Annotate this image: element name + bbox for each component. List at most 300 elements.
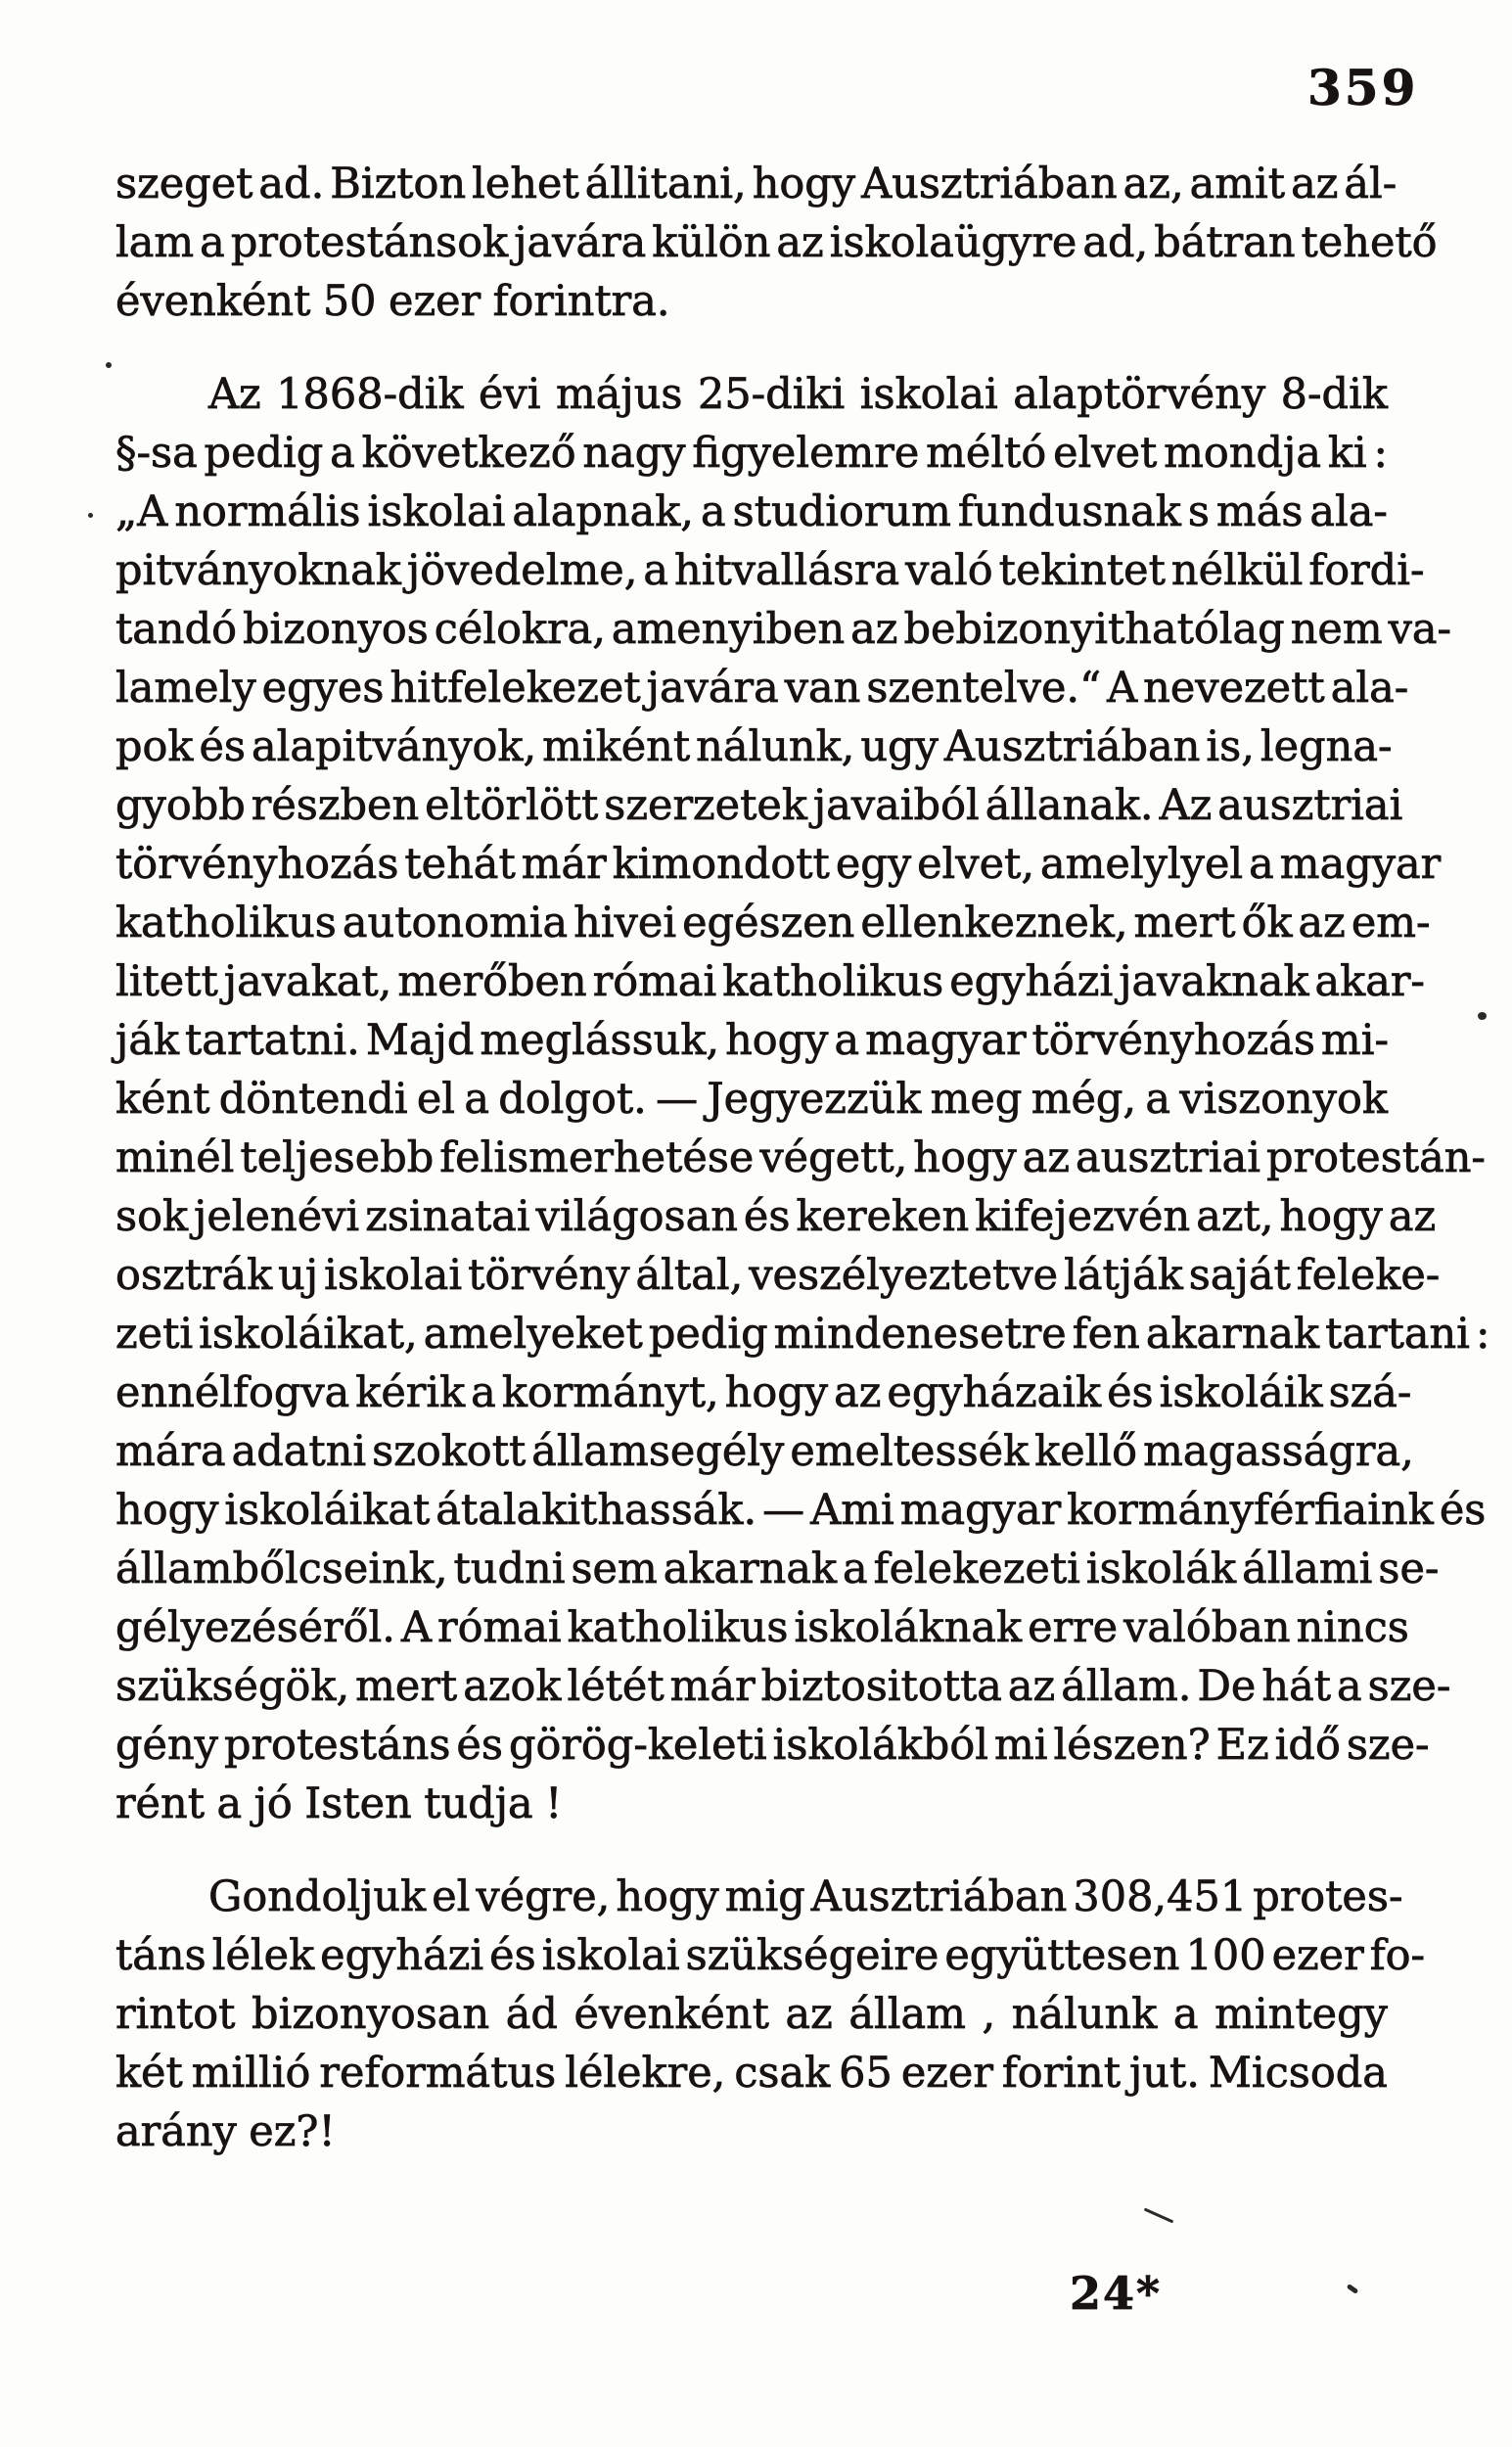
word: gélyezéséről. (115, 1603, 395, 1652)
word: pitványoknak (115, 546, 401, 595)
word: a (643, 546, 669, 595)
word: iskoláik (1159, 1368, 1323, 1417)
word: szokott (372, 1427, 527, 1476)
word: uj (278, 1251, 319, 1300)
word: osztrák (115, 1251, 273, 1300)
word: és (456, 1721, 503, 1770)
word: fo- (1369, 1931, 1426, 1980)
text-line (115, 659, 1409, 717)
signature-mark: 24* (1070, 2267, 1163, 2320)
word: végre, (476, 1872, 611, 1921)
word: javakat, (223, 957, 392, 1006)
word: ják (115, 1016, 180, 1065)
word: mert (355, 1662, 458, 1711)
word: katholikus (722, 957, 944, 1006)
text-line (115, 717, 1393, 776)
word: hogy (913, 1133, 1017, 1182)
word: sok (115, 1192, 189, 1241)
word: javaiból (812, 781, 980, 830)
text-line (115, 1657, 1451, 1716)
text-line (115, 894, 1431, 952)
word: is, (1206, 722, 1255, 771)
word: s (1187, 487, 1210, 536)
word: méltó (926, 429, 1047, 478)
text-line (115, 1985, 1388, 2044)
word: katholikus (567, 1603, 789, 1652)
word: állam (848, 1990, 966, 2039)
word: mi (993, 1721, 1048, 1770)
word: a (1172, 1990, 1199, 2039)
text-line (115, 1305, 1490, 1363)
word: ként (115, 1075, 210, 1124)
page-number: 359 (1307, 59, 1419, 116)
word: veszélyeztetve (749, 1251, 1059, 1300)
word: Az (208, 370, 261, 419)
word: minél (115, 1133, 235, 1182)
text-line (115, 1775, 1388, 1833)
text-line (115, 1540, 1440, 1598)
ink-speck (106, 362, 112, 368)
word: alaptörvény (1013, 370, 1266, 419)
word: és (489, 1931, 536, 1980)
text-block (115, 155, 1490, 2161)
word: iskolai (541, 1931, 680, 1980)
word: ala- (1330, 664, 1409, 713)
word: alapitványok, (252, 722, 537, 771)
word: római (592, 957, 717, 1006)
word: — (656, 1075, 699, 1124)
word: van (784, 664, 861, 713)
word: sem (571, 1545, 658, 1593)
word: mindenesetre (773, 1310, 1067, 1359)
word: akar- (1314, 957, 1425, 1006)
word: valóban (1123, 1603, 1291, 1652)
word: va- (1388, 605, 1452, 654)
word: és (1439, 1486, 1487, 1535)
word: A (400, 1603, 433, 1652)
word: ők (1241, 899, 1293, 947)
word: ennélfogva (115, 1368, 350, 1417)
word: iskolai (859, 370, 998, 419)
word: évenként (115, 277, 311, 326)
word: amenyiben (611, 605, 846, 654)
word: : (1373, 429, 1388, 478)
word: arány (115, 2107, 237, 2156)
word: nálunk (1011, 1990, 1158, 2039)
word: az, (1123, 160, 1184, 208)
word: törvényhozás (1031, 1016, 1315, 1065)
word: dolgot. (498, 1075, 647, 1124)
word: javaknak (1119, 957, 1309, 1006)
word: lélekre, (565, 2049, 726, 2098)
text-line (115, 213, 1438, 272)
scratch-mark (1347, 2284, 1359, 2294)
text-line (115, 424, 1388, 483)
word: a (330, 429, 355, 478)
text-line (115, 155, 1397, 213)
word: pedig (204, 429, 324, 478)
word: amelyeket (423, 1310, 643, 1359)
text-line (115, 600, 1452, 659)
word: 8-dik (1280, 370, 1388, 419)
word: egy (835, 840, 912, 889)
word: rintot (115, 1990, 236, 2039)
word: fordi- (1308, 546, 1425, 595)
word: em- (1351, 899, 1431, 947)
word: jut. (1128, 2049, 1200, 2098)
word: ezer (389, 277, 481, 326)
word: hitvallásra (674, 546, 900, 595)
word: ad, (1082, 218, 1149, 267)
text-line (115, 1011, 1388, 1070)
word: normális (174, 487, 361, 536)
word: studiorum (732, 487, 951, 536)
word: görög-keleti (508, 1721, 767, 1770)
word: mondja (1164, 429, 1322, 478)
word: mára (115, 1427, 226, 1476)
paragraph (115, 155, 1438, 331)
scratch-mark (1144, 2208, 1173, 2224)
word: ád (505, 1990, 558, 2039)
word: az (785, 1990, 833, 2039)
word: a (464, 1075, 489, 1124)
word: erre (1028, 1603, 1119, 1652)
text-line (115, 1070, 1388, 1129)
word: hogy (115, 1486, 219, 1535)
word: iskoláikat, (199, 1310, 418, 1359)
word: a (216, 1779, 243, 1828)
word: Micsoda (1208, 2049, 1388, 2098)
word: iskolákból (772, 1721, 988, 1770)
word: tandó (115, 605, 238, 654)
word: biztositotta (760, 1662, 1002, 1711)
word: autonomia (342, 899, 569, 947)
word: ala- (1309, 487, 1388, 536)
word: Ausztriában (810, 1872, 1068, 1921)
word: törvény (468, 1251, 630, 1300)
word: végett, (759, 1133, 908, 1182)
word: miként (542, 722, 691, 771)
word: szerzetek (604, 781, 807, 830)
word: sze- (1346, 1721, 1430, 1770)
word: az (1298, 899, 1346, 947)
word: látják (1064, 1251, 1183, 1300)
word: törvényhozás (115, 840, 399, 889)
word: hogy (725, 1016, 829, 1065)
word: Ami (810, 1486, 894, 1535)
word: javára (646, 664, 779, 713)
word: államsegély (531, 1427, 785, 1476)
word: állam. (1061, 1662, 1192, 1711)
word: katholikus (115, 899, 337, 947)
word: lehet (472, 160, 579, 208)
word: táns (115, 1931, 206, 1980)
word: — (762, 1486, 805, 1535)
word: hogy (752, 160, 856, 208)
word: az (834, 1368, 882, 1417)
text-line (115, 1246, 1441, 1305)
word: teljesebb (240, 1133, 435, 1182)
word: lészen? (1053, 1721, 1211, 1770)
word: litett (115, 957, 218, 1006)
word: adatni (231, 1427, 367, 1476)
word: elvet, (917, 840, 1034, 889)
word: akarnak (1145, 1310, 1320, 1359)
word: Jegyezzük (707, 1075, 922, 1124)
word: el (432, 1872, 471, 1921)
word: ezer (900, 2049, 993, 2098)
paragraph (115, 1868, 1426, 2161)
word: következő (361, 429, 576, 478)
word: lam (115, 218, 195, 267)
word: és (199, 722, 246, 771)
word: iskolák (1085, 1545, 1237, 1593)
word: mintegy (1214, 1990, 1388, 2039)
word: egyházi (320, 1931, 484, 1980)
word: 100 (1185, 1931, 1266, 1980)
text-line (115, 835, 1442, 894)
word: jövedelme, (406, 546, 638, 595)
word: a (471, 1368, 496, 1417)
word: világosan (535, 1192, 738, 1241)
word: tartani (1325, 1310, 1470, 1359)
word: mi- (1320, 1016, 1389, 1065)
word: hogy (616, 1872, 719, 1921)
word: kellő (1034, 1427, 1138, 1476)
word: forintra. (492, 277, 670, 326)
text-line (115, 1422, 1414, 1481)
word: által, (635, 1251, 744, 1300)
word: javára (514, 218, 647, 267)
word: ausztriai (1076, 1133, 1261, 1182)
text-line (115, 1363, 1412, 1422)
word: iskoláknak (794, 1603, 1023, 1652)
word: ausztriai (1217, 781, 1403, 830)
word: nem (1290, 605, 1383, 654)
word: tehető (1301, 218, 1438, 267)
word: 1868-dik (276, 370, 464, 419)
word: már (669, 1662, 756, 1711)
word: Isten (304, 1779, 412, 1828)
word: magyar (865, 1016, 1027, 1065)
word: egyházaik (887, 1368, 1102, 1417)
word: , (982, 1990, 996, 2039)
word: zeti (115, 1310, 194, 1359)
word: a (1145, 1075, 1171, 1124)
word: az (776, 218, 824, 267)
word: egészen (682, 899, 855, 947)
word: létét (567, 1662, 664, 1711)
word: jelenévi (194, 1192, 360, 1241)
word: Ausztriában (861, 160, 1118, 208)
word: meg (930, 1075, 1023, 1124)
word: ad. (258, 160, 325, 208)
word: kormányférfiaink (1067, 1486, 1434, 1535)
word: eltörlött (425, 781, 599, 830)
word: kereken (796, 1192, 970, 1241)
word: bátran (1154, 218, 1296, 267)
word: nevezett (1143, 664, 1325, 713)
word: pedig (648, 1310, 768, 1359)
word: a (1337, 1662, 1362, 1711)
word: az (1022, 1133, 1070, 1182)
word: rént (115, 1779, 205, 1828)
word: iskolaügyre (829, 218, 1077, 267)
word: : (1475, 1310, 1490, 1359)
word: lamely (115, 664, 256, 713)
word: református (319, 2049, 557, 2098)
word: átalakithassák. (435, 1486, 757, 1535)
word: jó (253, 1779, 293, 1828)
word: állami (1242, 1545, 1373, 1593)
word: döntendi (218, 1075, 408, 1124)
word: iskoláikat (224, 1486, 431, 1535)
word: mig (724, 1872, 805, 1921)
text-line (115, 483, 1388, 541)
word: zsinatai (365, 1192, 530, 1241)
word: protestánsok (230, 218, 509, 267)
word: szentelve.“ (866, 664, 1102, 713)
word: részben (251, 781, 420, 830)
word: Ausztriában (943, 722, 1201, 771)
word: §-sa (115, 429, 198, 478)
word: kimondott (612, 840, 830, 889)
word: a (843, 1545, 868, 1593)
word: tudni (453, 1545, 566, 1593)
word: Az (1159, 781, 1213, 830)
word: szá- (1328, 1368, 1412, 1417)
word: egyes (261, 664, 385, 713)
word: tartatni. (185, 1016, 360, 1065)
word: és (1107, 1368, 1154, 1417)
word: ki (1327, 429, 1367, 478)
word: és (743, 1192, 791, 1241)
word: idő (1274, 1721, 1341, 1770)
word: 65 (839, 2049, 893, 2098)
text-line (115, 1926, 1426, 1985)
word: az (1291, 160, 1339, 208)
word: lélek (211, 1931, 315, 1980)
word: a (700, 487, 726, 536)
word: május (555, 370, 683, 419)
word: a (834, 1016, 860, 1065)
word: ugy (860, 722, 939, 771)
word: protestán- (1266, 1133, 1486, 1182)
word: felekezeti (873, 1545, 1080, 1593)
word: ez?! (249, 2107, 336, 2156)
ink-speck (1478, 1012, 1487, 1020)
word: legna- (1260, 722, 1393, 771)
word: pok (115, 722, 194, 771)
word: évenként (573, 1990, 769, 2039)
word: elvet (1053, 429, 1158, 478)
text-line (115, 952, 1425, 1011)
word: felismerhetése (439, 1133, 755, 1182)
word: Majd (365, 1016, 475, 1065)
word: bizonyosan (252, 1990, 490, 2039)
word: viszonyok (1179, 1075, 1388, 1124)
word: ! (545, 1779, 563, 1828)
word: a (1249, 840, 1274, 889)
word: „A (115, 487, 168, 536)
word: ál- (1344, 160, 1397, 208)
word: az (1007, 1662, 1056, 1711)
word: nagy (582, 429, 686, 478)
word: csak (734, 2049, 831, 2098)
word: külön (652, 218, 771, 267)
word: hitfelekezet (389, 664, 641, 713)
word: tekintet (998, 546, 1166, 595)
word: való (905, 546, 993, 595)
word: még, (1031, 1075, 1137, 1124)
word: már (521, 840, 607, 889)
word: bizonyos (243, 605, 429, 654)
word: célokra, (434, 605, 606, 654)
word: az (1388, 1192, 1437, 1241)
text-line (115, 1481, 1487, 1540)
word: gény (115, 1721, 218, 1770)
word: merőben (397, 957, 587, 1006)
word: tudja (424, 1779, 533, 1828)
word: magyar (899, 1486, 1062, 1535)
ink-speck (88, 513, 93, 518)
word: fen (1072, 1310, 1140, 1359)
text-line (115, 365, 1388, 424)
word: protes- (1253, 1872, 1403, 1921)
word: állambőlcseink, (115, 1545, 448, 1593)
text-line (115, 1868, 1403, 1926)
word: hogy (724, 1368, 829, 1417)
word: nincs (1296, 1603, 1409, 1652)
text-line (115, 776, 1403, 835)
word: 50 (322, 277, 377, 326)
word: Ez (1215, 1721, 1269, 1770)
word: se- (1378, 1545, 1440, 1593)
word: A (1107, 664, 1138, 713)
word: ellenkeznek, (860, 899, 1128, 947)
word: mert (1133, 899, 1236, 947)
word: kérik (355, 1368, 466, 1417)
word: 25-diki (697, 370, 846, 419)
paragraph (115, 365, 1490, 1833)
word: sze- (1367, 1662, 1451, 1711)
word: szeget (115, 160, 253, 208)
word: Gondoljuk (208, 1872, 427, 1921)
text-line (115, 2102, 1388, 2161)
word: évi (478, 370, 541, 419)
word: azok (463, 1662, 562, 1711)
word: ezer (1271, 1931, 1364, 1980)
word: azt, (1196, 1192, 1274, 1241)
word: hogy (1279, 1192, 1383, 1241)
word: hát (1261, 1662, 1332, 1711)
word: egyházi (949, 957, 1114, 1006)
word: 308,451 (1073, 1872, 1248, 1921)
word: más (1215, 487, 1304, 536)
word: a (200, 218, 225, 267)
text-line (115, 1716, 1430, 1775)
text-line (115, 272, 1388, 331)
word: szükségeire (685, 1931, 939, 1980)
text-line (115, 541, 1425, 600)
word: De (1197, 1662, 1257, 1711)
word: fundusnak (957, 487, 1181, 536)
text-line (115, 1187, 1437, 1246)
word: amit (1189, 160, 1286, 208)
word: millió (191, 2049, 311, 2098)
word: állanak. (985, 781, 1154, 830)
word: hivei (573, 899, 677, 947)
